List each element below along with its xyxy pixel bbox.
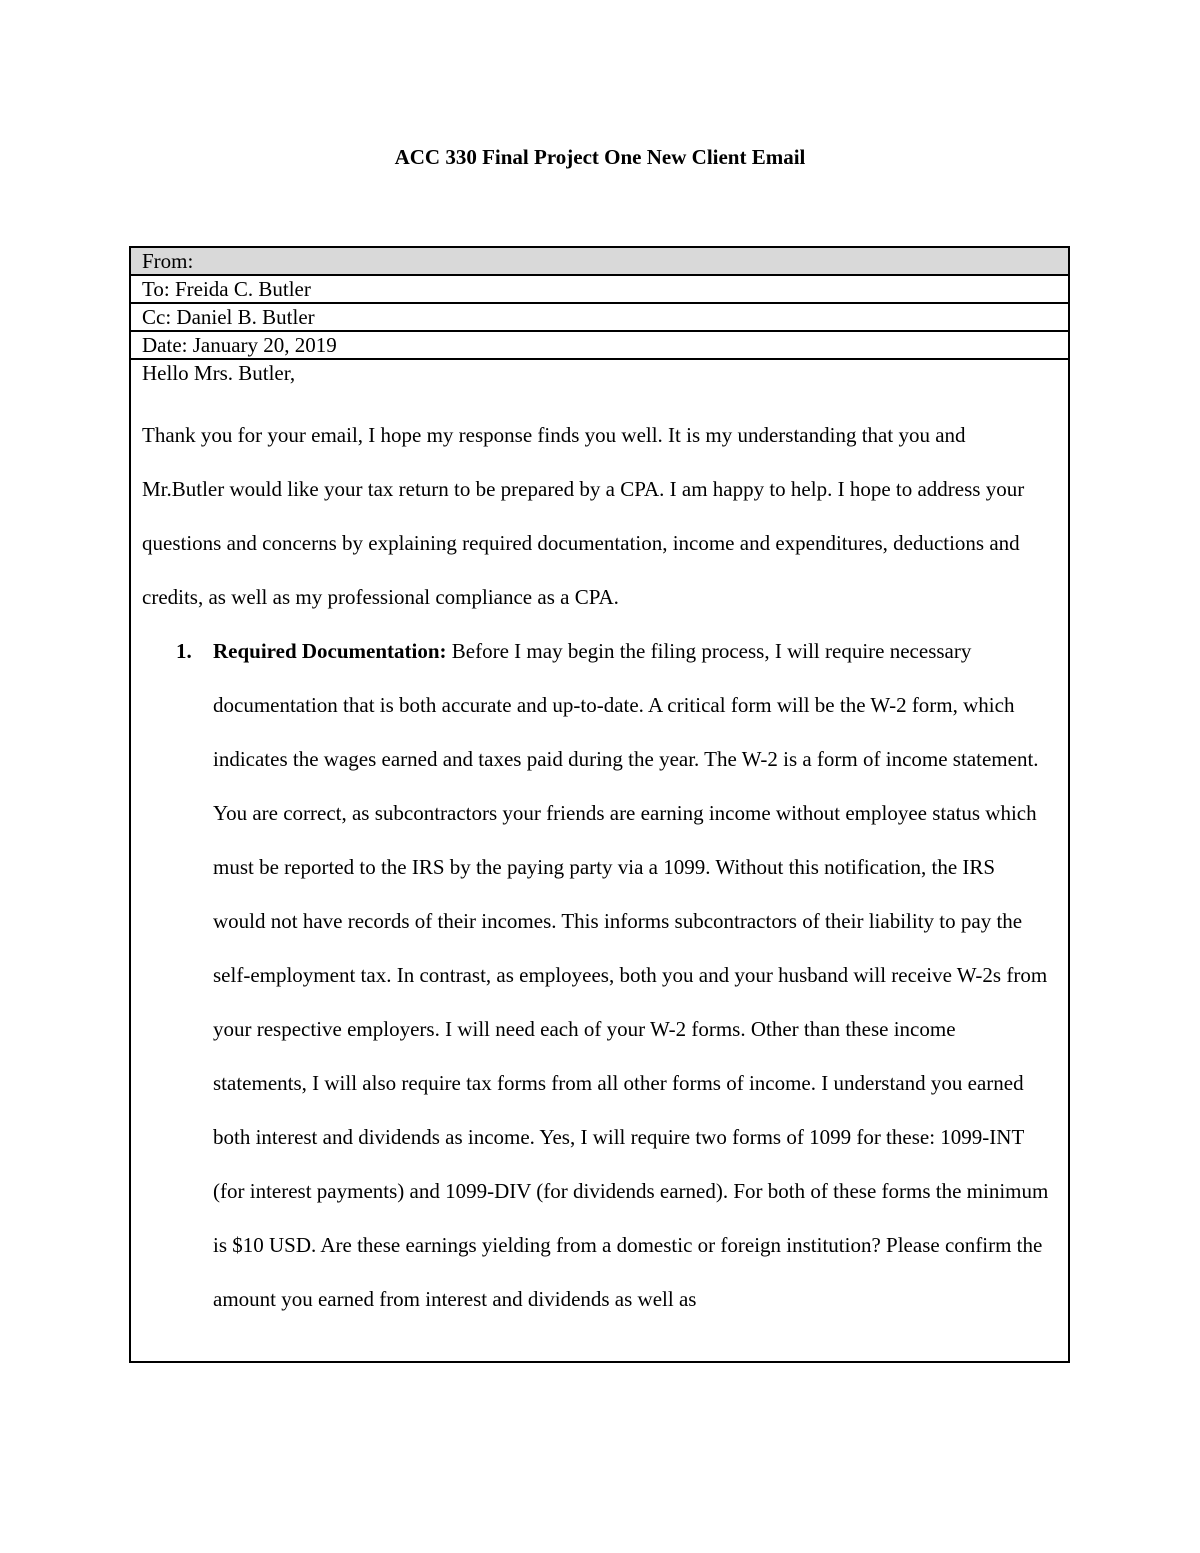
list-item-heading: Required Documentation: xyxy=(213,639,447,663)
intro-paragraph: Thank you for your email, I hope my response finds you well. It is my understanding that you and Mr.Butler would like your tax return to be prepared by a CPA. I am happy to help. I hope to address your questions and concerns by explaining required documentation, income and expenditures, deductions and credits, as well as my professional compliance as a CPA. xyxy=(142,423,1025,609)
cc-row: Cc: Daniel B. Butler xyxy=(131,304,1068,332)
list-item-text: Before I may begin the filing process, I will require necessary documentation that is both accurate and up-to-date. A critical form will be the W-2 form, which indicates the wages earned and taxes paid during the year. The W-2 is a form of income statement. You are correct, as subcontractors your friends are earning income without employee status which must be reported to the IRS by the paying party via a 1099. Without this notification, the IRS would not have records of their incomes. This informs subcontractors of their liability to pay the self-employment tax. In contrast, as employees, both you and your husband will receive W-2s from your respective employers. I will need each of your W-2 forms. Other than these income statements, I will also require tax forms from all other forms of income. I understand you earned both interest and dividends as income. Yes, I will require two forms of 1099 for these: 1099-INT (for interest payments) and 1099-DIV (for dividends earned). For both of these forms the minimum is $10 USD. Are these earnings yielding from a domestic or foreign institution? Please confirm the amount you earned from interest and dividends as well as xyxy=(213,639,1049,1311)
date-row: Date: January 20, 2019 xyxy=(131,332,1068,360)
list-item-number: 1. xyxy=(176,639,192,663)
email-body xyxy=(131,360,1068,1326)
document-title: ACC 330 Final Project One New Client Email xyxy=(394,145,806,169)
numbered-list xyxy=(142,624,1060,1326)
list-item xyxy=(142,624,1051,1326)
from-row: From: xyxy=(131,248,1068,276)
to-row: To: Freida C. Butler xyxy=(131,276,1068,304)
email-table xyxy=(129,246,1070,1363)
greeting: Hello Mrs. Butler, xyxy=(142,361,296,385)
